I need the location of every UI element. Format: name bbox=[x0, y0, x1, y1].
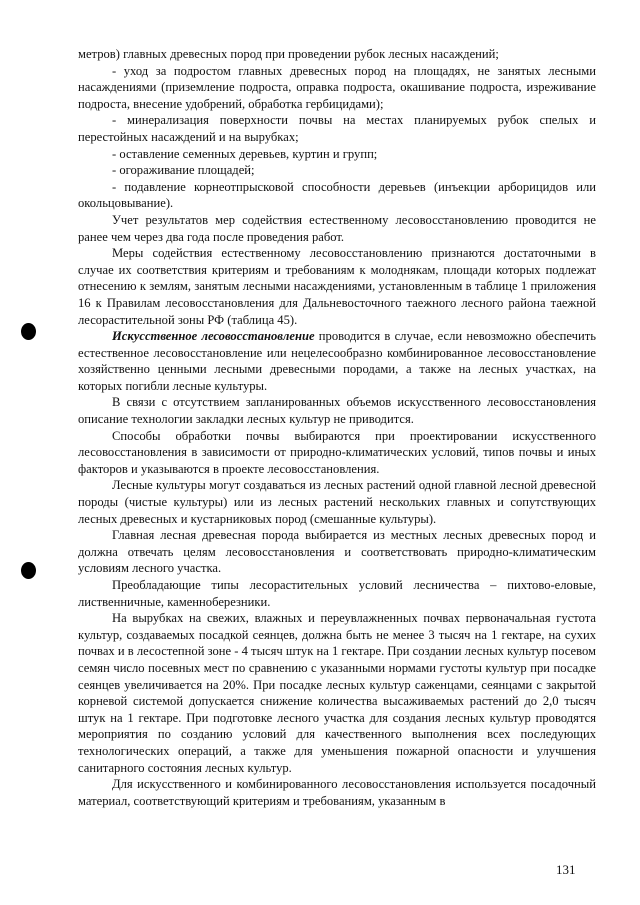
paragraph-12: Главная лесная древесная порода выбирается из местных лесных древесных пород и должна отвечать целям лесовосстановления и соответствовать природно-климатическим условиям лесного участка. bbox=[78, 528, 596, 576]
paragraph-8: Искусственное лесовосстановление проводится в случае, если невозможно обеспечить естественное лесовосстановление или нецелесообразно комбинированное лесовосстановление хозяйственно ценными лесными древесными породами, а также на лесных участках, на которых погибли лесные культуры. bbox=[78, 329, 596, 393]
paragraph-0: метров) главных древесных пород при проведении рубок лесных насаждений; bbox=[78, 47, 499, 61]
document-body bbox=[78, 46, 596, 809]
term-artificial-reforestation: Искусственное лесовосстановление bbox=[112, 329, 315, 344]
punch-hole-bottom bbox=[21, 562, 36, 579]
paragraph-1: - уход за подростом главных древесных пород на площадях, не занятых лесными насаждениями (приземление подроста, оправка подроста, окашивание подроста, изреживание подроста, внесение удобрений, обработка гербицидами); bbox=[78, 63, 596, 111]
paragraph-15: Для искусственного и комбинированного лесовосстановления используется посадочный материал, соответствующий критериям и требованиям, указанным в bbox=[78, 777, 596, 808]
punch-hole-top bbox=[21, 323, 36, 340]
paragraph-2: - минерализация поверхности почвы на местах планируемых рубок спелых и перестойных насаждений и на вырубках; bbox=[78, 113, 596, 144]
paragraph-3: - оставление семенных деревьев, куртин и групп; bbox=[112, 146, 378, 161]
paragraph-4: - огораживание площадей; bbox=[112, 163, 255, 178]
paragraph-5: - подавление корнеотпрысковой способности деревьев (инъекции арборицидов или окольцовывание). bbox=[78, 179, 596, 211]
paragraph-13: Преобладающие типы лесорастительных условий лесничества – пихтово-еловые, лиственничные, каменноберезники. bbox=[78, 578, 596, 609]
paragraph-10: Способы обработки почвы выбираются при проектировании искусственного лесовосстановления в зависимости от природно-климатических условий, типов почвы и иных факторов и указываются в проекте лесовосстановления. bbox=[78, 428, 596, 476]
paragraph-7: Меры содействия естественному лесовосстановлению признаются достаточными в случае их соответствия критериям и требованиям к молоднякам, площади которых подлежат отнесению к землям, занятым лесными насаждениями, установленным в таблице 1 приложения 16 к Правилам лесовосстановления для Дальневосточного таежного лесного района таежной лесорастительной зоны РФ (таблица 45). bbox=[78, 246, 596, 327]
page-number: 131 bbox=[556, 862, 576, 877]
paragraph-9: В связи с отсутствием запланированных объемов искусственного лесовосстановления описание технологии закладки лесных культур не приводится. bbox=[78, 395, 596, 427]
paragraph-11: Лесные культуры могут создаваться из лесных растений одной главной лесной древесной породы (чистые культуры) или из лесных растений нескольких главных и сопутствующих лесных древесных и кустарниковых пород (смешанные культуры). bbox=[78, 478, 596, 526]
paragraph-14: На вырубках на свежих, влажных и переувлажненных почвах первоначальная густота культур, создаваемых посадкой сеянцев, должна быть не менее 3 тысяч на 1 гектаре, на сухих почвах и в лесостепной зоне - 4 тысяч штук на 1 гектаре. При создании лесных культур посевом семян число посевных мест по сравнению с указанными нормами густоты культур при посадке сеянцев увеличивается на 20%. При посадке лесных культур саженцами, сеянцами с закрытой корневой системой допускается снижение количества высаживаемых растений до 2,0 тысяч штук на 1 гектаре. При подготовке лесного участка для создания лесных культур проводятся мероприятия по созданию условий для качественного выполнения всех последующих технологических операций, а также для уменьшения пожарной опасности и улучшения санитарного состояния лесных культур. bbox=[78, 611, 596, 775]
paragraph-6: Учет результатов мер содействия естественному лесовосстановлению проводится не ранее чем через два года после проведения работ. bbox=[78, 212, 596, 244]
